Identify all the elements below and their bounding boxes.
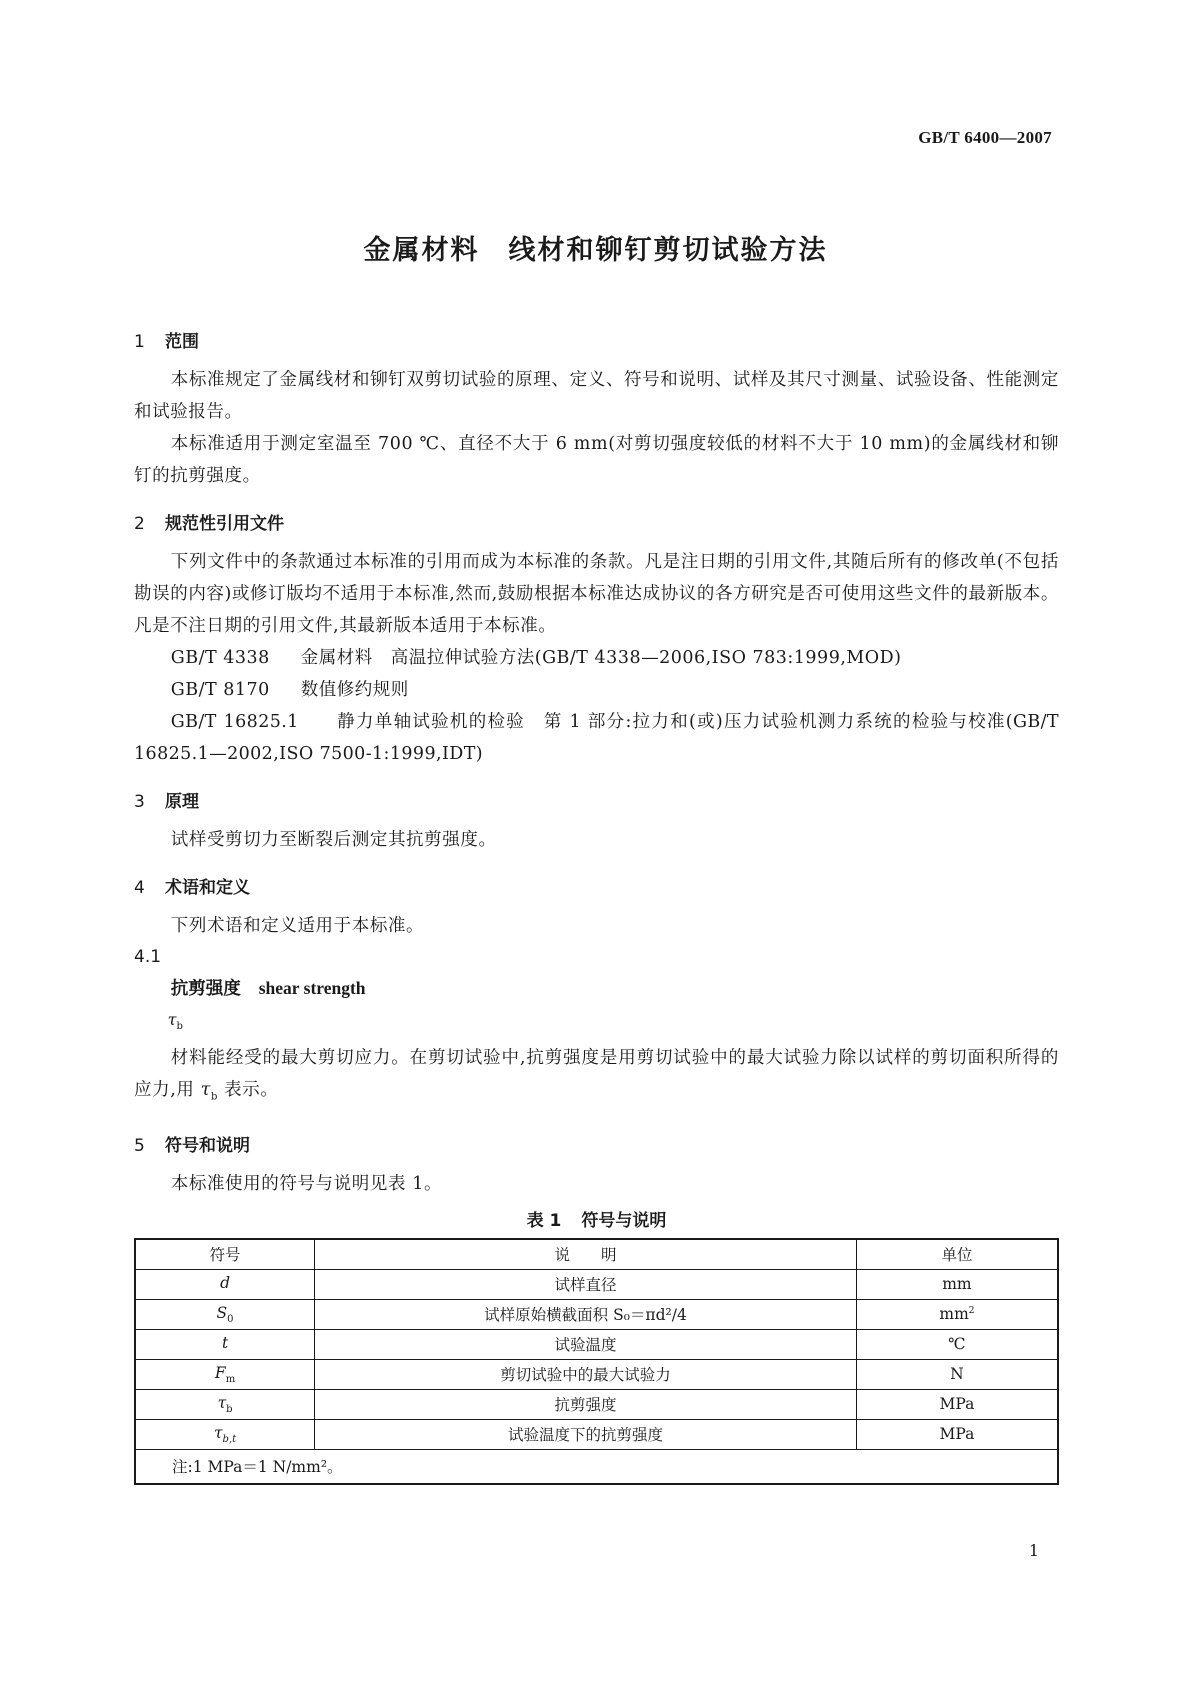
paragraph: 本标准规定了金属线材和铆钉双剪切试验的原理、定义、符号和说明、试样及其尺寸测量、试验设备、性能测定和试验报告。 <box>134 370 1059 422</box>
normative-reference <box>134 642 1059 674</box>
paragraph: 本标准使用的符号与说明见表 1。 <box>170 1173 443 1194</box>
cell-symbol: t <box>135 1329 315 1359</box>
table-header-row <box>135 1239 1058 1270</box>
paragraph: 下列术语和定义适用于本标准。 <box>170 916 425 936</box>
section-number: 3 <box>134 792 145 812</box>
reference-title: 静力单轴试验机的检验 第 1 部分:拉力和(或)压力试验机测力系统的检验与校准(GB/T 16825.1—2002,ISO 7500-1:1999,IDT) <box>134 712 1059 764</box>
header-unit: 单位 <box>856 1239 1058 1270</box>
reference-title: 数值修约规则 <box>300 680 409 700</box>
document-body <box>134 320 1059 1485</box>
cell-description: 试样直径 <box>315 1269 857 1299</box>
section-title: 范围 <box>165 332 199 352</box>
page-number: 1 <box>1028 1541 1039 1560</box>
table-row <box>135 1419 1058 1449</box>
section-3-heading <box>134 780 1059 824</box>
table-row <box>135 1329 1058 1359</box>
cell-description: 试验温度下的抗剪强度 <box>315 1419 857 1449</box>
document-title: 金属材料 线材和铆钉剪切试验方法 <box>363 235 828 266</box>
cell-symbol: $\tau_{b,t}$ <box>135 1419 315 1449</box>
cell-unit: ℃ <box>856 1329 1058 1359</box>
table-note: 注:1 MPa＝1 N/mm²。 <box>135 1449 1058 1484</box>
table-row <box>135 1389 1058 1419</box>
section-1-heading <box>134 320 1059 364</box>
section-number: 2 <box>134 514 145 534</box>
term-entry <box>134 972 1059 1005</box>
paragraph: 下列文件中的条款通过本标准的引用而成为本标准的条款。凡是注日期的引用文件,其随后所有的修改单(不包括勘误的内容)或修订版均不适用于本标准,然而,鼓励根据本标准达成协议的各方研究是否可使用这些文件的最新版本。凡是不注日期的引用文件,其最新版本适用于本标准。 <box>134 552 1059 636</box>
table-row <box>135 1269 1058 1299</box>
cell-description: 试样原始横截面积 S₀＝πd²/4 <box>315 1299 857 1329</box>
subclause-number: 4.1 <box>134 947 162 967</box>
section-number: 4 <box>134 878 145 898</box>
cell-description: 抗剪强度 <box>315 1389 857 1419</box>
normative-reference <box>134 674 1059 706</box>
section-5-heading <box>134 1124 1059 1168</box>
cell-description: 试验温度 <box>315 1329 857 1359</box>
term-symbol: $\tau_b$ <box>167 1010 183 1033</box>
section-2-heading <box>134 502 1059 546</box>
table-caption <box>134 1204 1059 1238</box>
header-description: 说 明 <box>315 1239 857 1270</box>
cell-unit: N <box>856 1359 1058 1389</box>
section-number: 5 <box>134 1135 145 1156</box>
term-english: shear strength <box>258 978 366 998</box>
cell-description: 剪切试验中的最大试验力 <box>315 1359 857 1389</box>
cell-symbol: $\tau_b$ <box>135 1389 315 1419</box>
section-title: 原理 <box>165 792 199 812</box>
section-title: 规范性引用文件 <box>165 514 284 534</box>
cell-unit: mm <box>856 1269 1058 1299</box>
section-title: 术语和定义 <box>165 878 250 898</box>
term-definition: 材料能经受的最大剪切应力。在剪切试验中,抗剪强度是用剪切试验中的最大试验力除以试样的剪切面积所得的应力,用 $\tau_b$ 表示。 <box>134 1048 1059 1103</box>
table-note-row <box>135 1449 1058 1484</box>
reference-title: 金属材料 高温拉伸试验方法(GB/T 4338—2006,ISO 783:1999,MOD) <box>300 648 902 668</box>
cell-symbol: d <box>135 1269 315 1299</box>
section-4-heading <box>134 866 1059 910</box>
reference-code: GB/T 8170 <box>170 680 270 700</box>
table-number: 表 1 <box>526 1210 562 1231</box>
header-symbol: 符号 <box>135 1239 315 1270</box>
term-chinese: 抗剪强度 <box>170 979 241 999</box>
table-row <box>135 1299 1058 1329</box>
cell-symbol: $S_0$ <box>135 1299 315 1329</box>
paragraph: 本标准适用于测定室温至 700 ℃、直径不大于 6 mm(对剪切强度较低的材料不大于 10 mm)的金属线材和铆钉的抗剪强度。 <box>134 434 1059 486</box>
normative-reference <box>134 706 1059 770</box>
cell-unit: $mm^2$ <box>856 1299 1058 1329</box>
symbols-table <box>134 1238 1059 1485</box>
reference-code: GB/T 4338 <box>170 648 270 668</box>
section-title: 符号和说明 <box>165 1135 250 1156</box>
section-number: 1 <box>134 332 145 352</box>
cell-unit: MPa <box>856 1389 1058 1419</box>
cell-symbol: $F_m$ <box>135 1359 315 1389</box>
paragraph: 试样受剪切力至断裂后测定其抗剪强度。 <box>170 830 497 850</box>
reference-code: GB/T 16825.1 <box>170 712 299 732</box>
table-title: 符号与说明 <box>581 1210 667 1231</box>
cell-unit: MPa <box>856 1419 1058 1449</box>
standard-code: GB/T 6400—2007 <box>918 128 1052 147</box>
table-row <box>135 1359 1058 1389</box>
